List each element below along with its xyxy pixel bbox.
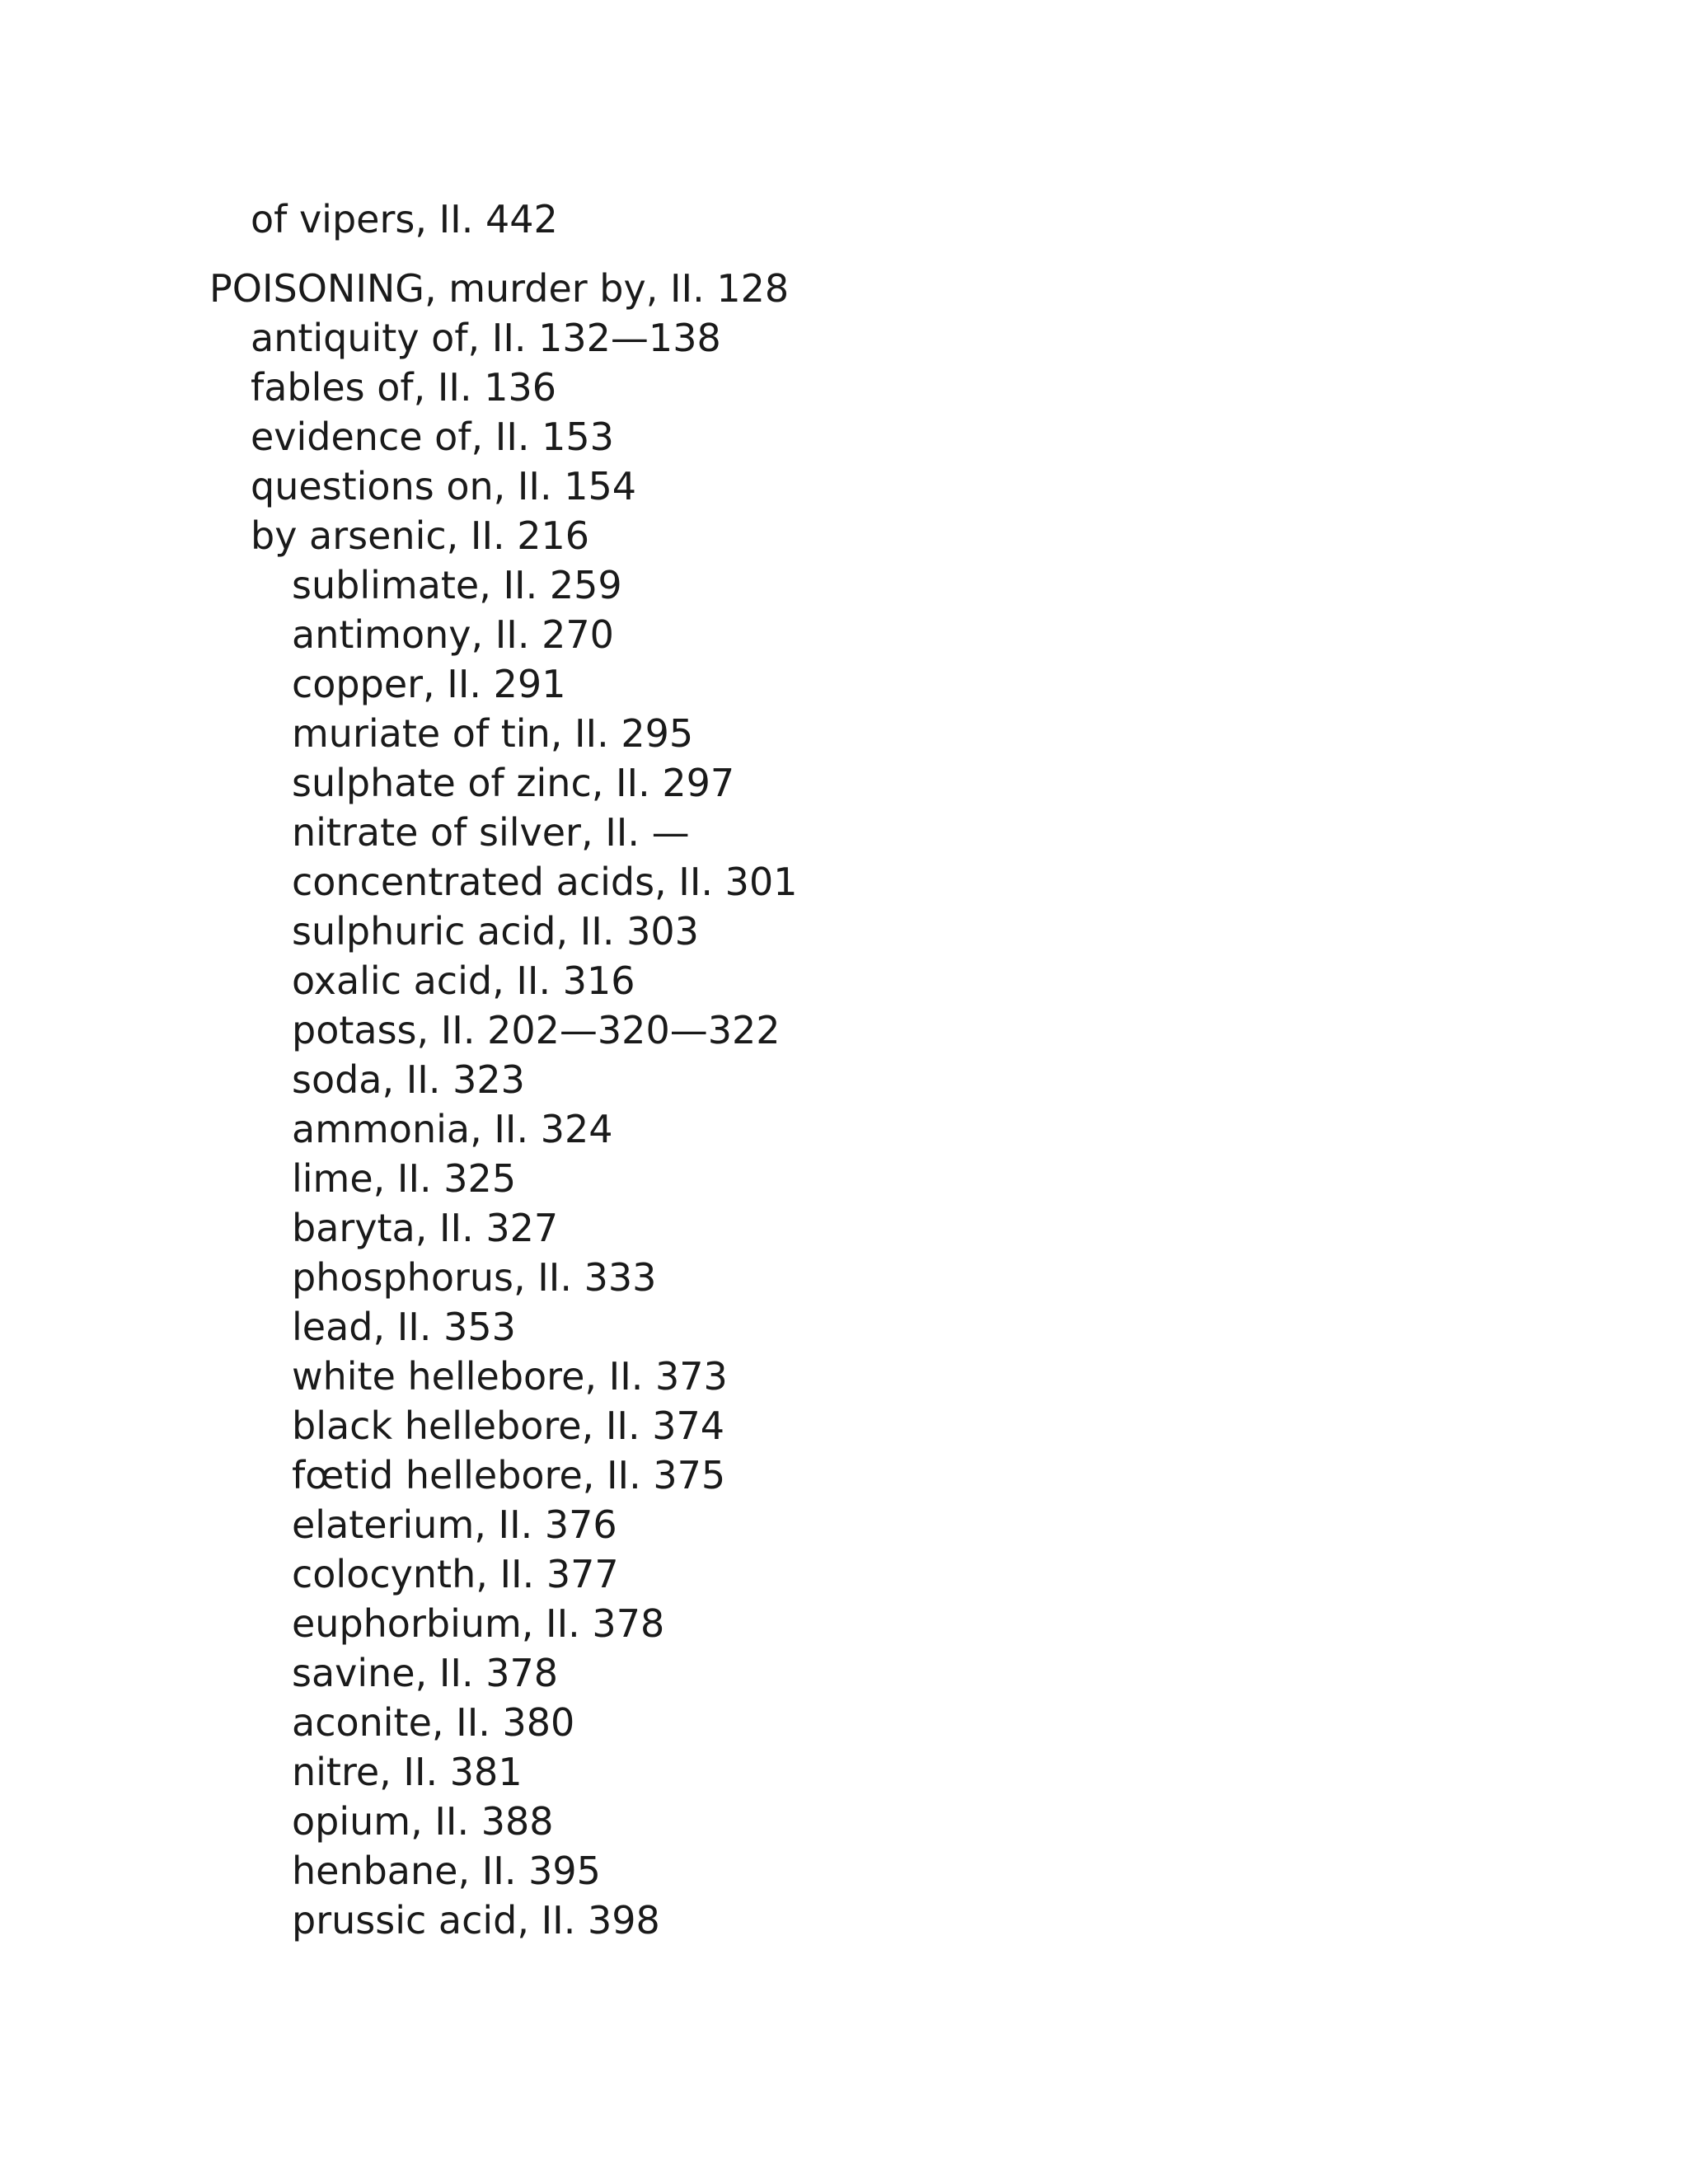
index-sub-subentry: oxalic acid, II. 316 — [292, 958, 635, 1003]
index-sub-subentry: nitrate of silver, II. — — [292, 810, 690, 855]
index-sub-subentry: euphorbium, II. 378 — [292, 1601, 665, 1646]
index-sub-subentry: muriate of tin, II. 295 — [292, 711, 694, 756]
index-sub-subentry: henbane, II. 395 — [292, 1849, 601, 1893]
index-sub-subentry: nitre, II. 381 — [292, 1750, 523, 1794]
index-sub-subentry: soda, II. 323 — [292, 1057, 525, 1102]
index-sub-subentry: potass, II. 202—320—322 — [292, 1008, 781, 1052]
index-sub-subentry: aconite, II. 380 — [292, 1700, 575, 1745]
index-sub-subentry: sulphate of zinc, II. 297 — [292, 761, 735, 805]
index-sub-subentry: sublimate, II. 259 — [292, 563, 622, 607]
index-list — [209, 194, 1528, 1945]
index-sub-subentry: baryta, II. 327 — [292, 1206, 559, 1250]
index-sub-subentry: white hellebore, II. 373 — [292, 1354, 728, 1399]
index-sub-subentry: fœtid hellebore, II. 375 — [292, 1453, 726, 1497]
index-subentry: by arsenic, II. 216 — [251, 513, 590, 558]
index-sub-subentry: opium, II. 388 — [292, 1799, 554, 1844]
index-sub-subentry: lime, II. 325 — [292, 1156, 517, 1201]
index-subentry: of vipers, II. 442 — [251, 197, 558, 241]
index-sub-subentry: copper, II. 291 — [292, 662, 566, 706]
index-sub-subentry: sulphuric acid, II. 303 — [292, 909, 699, 954]
index-sub-subentry: antimony, II. 270 — [292, 612, 614, 657]
index-sub-subentry: colocynth, II. 377 — [292, 1552, 619, 1596]
index-subentry: evidence of, II. 153 — [251, 415, 614, 459]
index-subentry: questions on, II. 154 — [251, 464, 637, 509]
index-sub-subentry: ammonia, II. 324 — [292, 1107, 613, 1151]
index-subentry: antiquity of, II. 132—138 — [251, 316, 721, 360]
index-subentry: fables of, II. 136 — [251, 365, 557, 410]
index-sub-subentry: black hellebore, II. 374 — [292, 1404, 725, 1448]
index-sub-subentry: prussic acid, II. 398 — [292, 1898, 660, 1943]
index-sub-subentry: lead, II. 353 — [292, 1305, 516, 1349]
index-heading-poisoning: POISONING, murder by, II. 128 — [209, 266, 790, 311]
index-sub-subentry: elaterium, II. 376 — [292, 1502, 617, 1547]
index-sub-subentry: savine, II. 378 — [292, 1651, 559, 1695]
index-sub-subentry: concentrated acids, II. 301 — [292, 860, 798, 904]
index-sub-subentry: phosphorus, II. 333 — [292, 1255, 657, 1300]
